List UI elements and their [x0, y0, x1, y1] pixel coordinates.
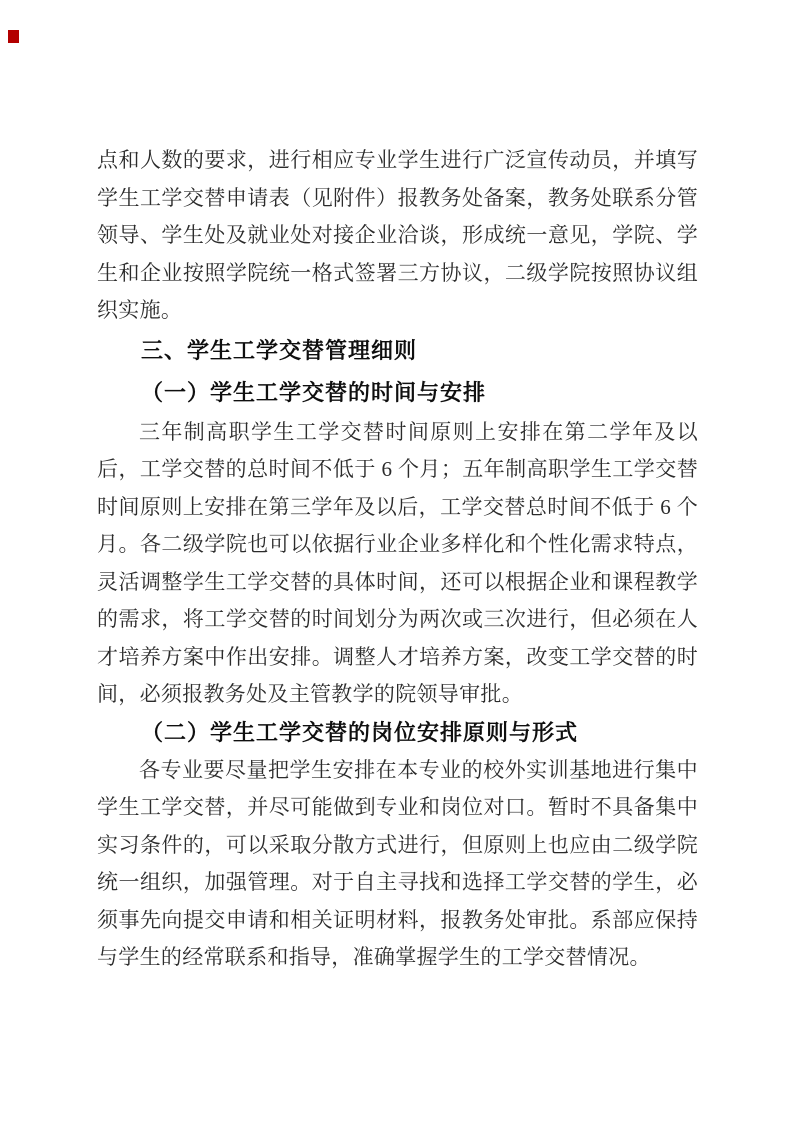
- red-annotation-mark: [8, 30, 19, 43]
- paragraph-position-principles: 各专业要尽量把学生安排在本专业的校外实训基地进行集中学生工学交替，并尽可能做到专业和岗位对口。暂时不具备集中实习条件的，可以采取分散方式进行，但原则上也应由二级学院统一组织，加强管理。对于自主寻找和选择工学交替的学生，必须事先向提交申请和相关证明材料，报教务处审批。系部应保持与学生的经常联系和指导，准确掌握学生的工学交替情况。: [97, 757, 698, 969]
- subsection-heading-position-principles: （二）学生工学交替的岗位安排原则与形式: [141, 719, 579, 745]
- subsection-heading-time-arrangement: （一）学生工学交替的时间与安排: [141, 379, 487, 405]
- section-heading-management-rules: 三、学生工学交替管理细则: [141, 337, 418, 363]
- paragraph-continuation: 点和人数的要求，进行相应专业学生进行广泛宣传动员，并填写学生工学交替申请表（见附件）报教务处备案，教务处联系分管领导、学生处及就业处对接企业洽谈，形成统一意见，学院、学生和企业按照学院统一格式签署三方协议，二级学院按照协议组织实施。: [97, 148, 698, 322]
- paragraph-time-arrangement: 三年制高职学生工学交替时间原则上安排在第二学年及以后，工学交替的总时间不低于 6 个月；五年制高职学生工学交替时间原则上安排在第三学年及以后，工学交替总时间不低于 6 个月。各二级学院也可以依据行业企业多样化和个性化需求特点，灵活调整学生工学交替的具体时间，还可以根据企业和课程教学的需求，将工学交替的时间划分为两次或三次进行，但必须在人才培养方案中作出安排。调整人才培养方案，改变工学交替的时间，必须报教务处及主管教学的院领导审批。: [97, 419, 698, 706]
- document-content: [97, 142, 698, 977]
